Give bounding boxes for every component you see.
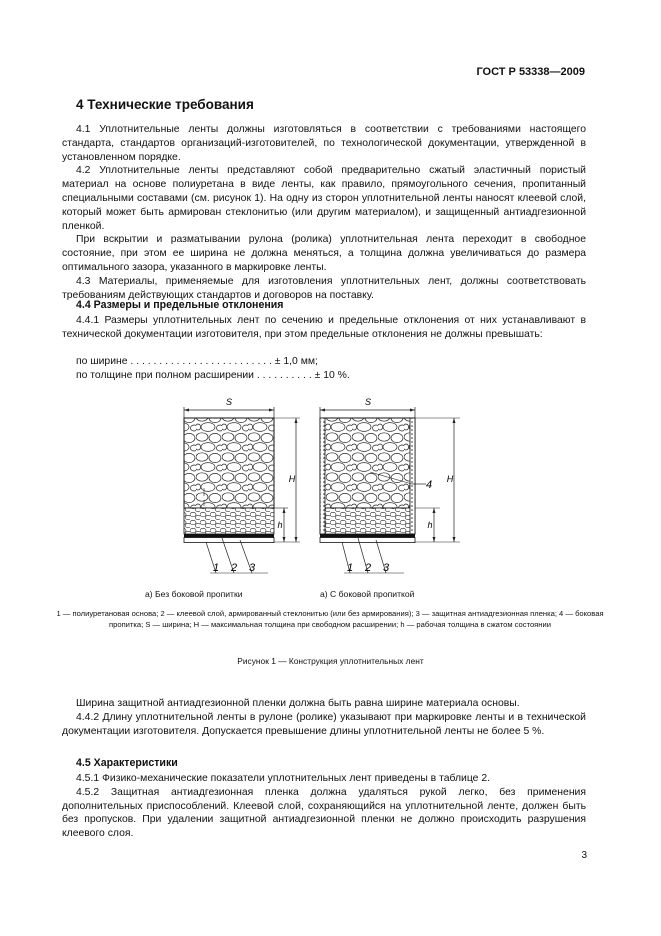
- section-4-4-title: 4.4 Размеры и предельные отклонения: [76, 299, 284, 311]
- callout-4: 4: [426, 479, 433, 491]
- side-impregnation-left: [320, 418, 325, 534]
- paragraph-4-2-b: При вскрытии и разматывании рулона (ролика) уплотнительная лента переходит в свободное состояние, при этом ее ширина не должна меняться, а толщина должна увеличиваться до размера оптимального зазора, указанного в маркировке ленты.: [62, 234, 586, 273]
- tolerance-row: [76, 369, 350, 383]
- figure-legend: 1 — полиуретановая основа; 2 — клеевой слой, армированный стеклонитью (или без армирования); 3 — защитная антиадгезионная пленка; 4 — боковая пропитка; S — ширина; H — максимальная толщина при свободном расширении; h — рабочая толщина в сжатом состоянии: [56, 609, 604, 629]
- paragraph-4-5-2: 4.5.2 Защитная антиадгезионная пленка должна удаляться рукой легко, без применения дополнительных приспособлений. Клеевой слой, сохраняющийся на уплотнительной ленте, должен быть без пропусков. При удалении защитной антиадгезионной пленки не должно происходить разрушения клеевого слоя.: [62, 786, 586, 840]
- figure-title: Рисунок 1 — Конструкция уплотнительных лент: [237, 656, 424, 666]
- tolerance-name: по ширине: [76, 356, 128, 367]
- tolerance-list: [76, 355, 350, 383]
- paragraph-4-5-1: 4.5.1 Физико-механические показатели уплотнительных лент приведены в таблице 2.: [76, 773, 491, 784]
- paragraph-4-4-1: 4.4.1 Размеры уплотнительных лент по сечению и предельные отклонения от них устанавливают в технической документации изготовителя, при этом предельные отклонения не должны превышать:: [62, 315, 586, 340]
- section-4-5-title: 4.5 Характеристики: [76, 757, 178, 769]
- section-4-5-body: [62, 772, 586, 841]
- dim-label-h-work: h: [277, 520, 283, 530]
- callout-3-b: 3: [383, 562, 390, 574]
- figure-caption-b: а) С боковой пропиткой: [320, 589, 415, 599]
- dim-label-s-b: S: [364, 397, 372, 407]
- paragraph-film-width: Ширина защитной антиадгезионной пленки должна быть равна ширине материала основы.: [76, 698, 520, 709]
- tolerance-dots: . . . . . . . . . .: [254, 369, 315, 381]
- page-number: 3: [581, 850, 587, 861]
- callout-2-b: 2: [365, 562, 372, 574]
- paragraph-4-1: 4.1 Уплотнительные ленты должны изготовляться в соответствии с требованиями настоящего стандарта, стандартов организаций-изготовителей, по технологической документации, утвержденной в установленном порядке.: [62, 124, 586, 163]
- document-header-id: ГОСТ Р 53338—2009: [476, 66, 585, 78]
- section-4-title: 4 Технические требования: [76, 97, 254, 112]
- dim-label-h-full: H: [288, 474, 296, 484]
- tolerance-value: ± 1,0 мм;: [274, 356, 318, 367]
- dim-label-s: S: [225, 397, 233, 407]
- tape-section-a: [184, 397, 300, 574]
- section-4-4-body: [62, 314, 586, 342]
- callout-2: 2: [231, 562, 238, 574]
- dim-label-h-work-b: h: [427, 520, 433, 530]
- after-figure-body: [62, 697, 586, 738]
- tolerance-name: по толщине при полном расширении: [76, 369, 254, 381]
- callout-1: 1: [213, 562, 220, 574]
- paragraph-4-4-2: 4.4.2 Длину уплотнительной ленты в рулоне (ролике) указывают при маркировке ленты и в технической документации изготовителя. Допускается превышение длины уплотнительной ленты не более 5 %.: [62, 711, 586, 737]
- paragraph-4-2: 4.2 Уплотнительные ленты представляют собой предварительно сжатый эластичный пористый материал на основе полиуретана в виде ленты, как правило, прямоугольного сечения, пропитанный специальными составами (см. рисунок 1). На одну из сторон уплотнительной ленты наносят клеевой слой, который может быть армирован стеклонитью (или другим материалом), и защищенный антиадгезионной пленкой.: [62, 165, 586, 232]
- tolerance-value: ± 10 %.: [314, 369, 350, 381]
- callout-3: 3: [249, 562, 256, 574]
- side-impregnation-right: [410, 418, 415, 534]
- dim-label-h-full-b: H: [446, 474, 454, 484]
- callout-1-b: 1: [347, 562, 354, 574]
- tolerance-row: [76, 355, 350, 369]
- paragraph-4-3: 4.3 Материалы, применяемые для изготовления уплотнительных лент, должны соответствовать требованиям действующих стандартов и договоров на поставку.: [62, 275, 586, 301]
- figure-1-drawing: [170, 392, 470, 582]
- section-4-body: [62, 123, 586, 302]
- figure-caption-a: а) Без боковой пропитки: [145, 589, 243, 599]
- tape-section-b: [320, 397, 460, 574]
- tolerance-dots: . . . . . . . . . . . . . . . . . . . . . . . . .: [127, 356, 275, 367]
